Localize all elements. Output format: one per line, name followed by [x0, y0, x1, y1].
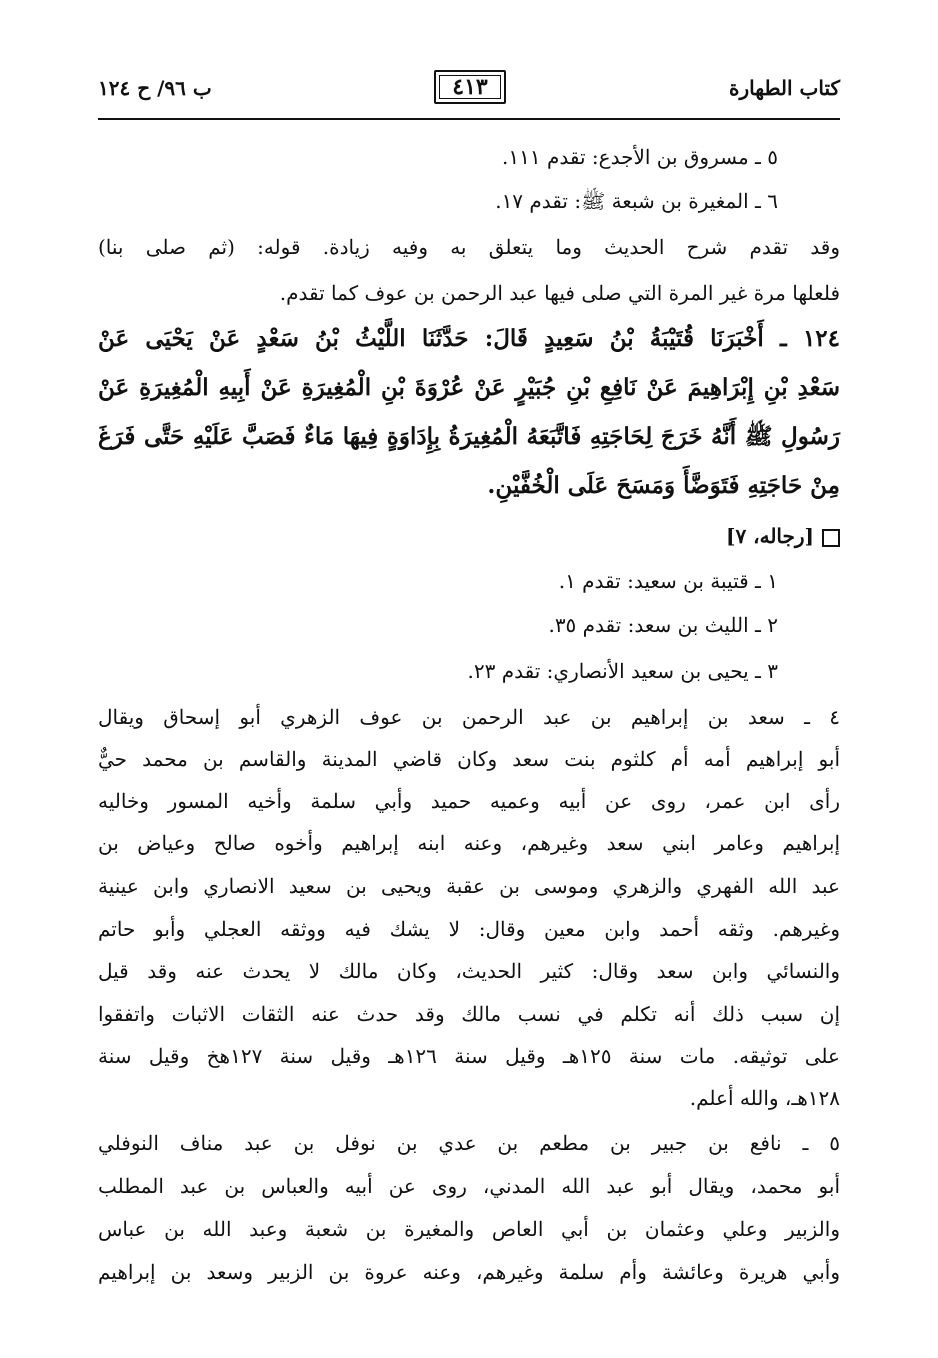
narrator-4-line: على توثيقه. مات سنة ١٢٥هـ وقيل سنة ١٢٦هـ وقيل سنة ١٢٧هخ وقيل سنة — [98, 1044, 840, 1068]
narrator-5-line: والزبير وعلي وعثمان بن أبي العاص والمغيرة بن شعبة وعبد الله بن عباس — [98, 1217, 840, 1241]
narrator-4-line: إن سبب ذلك أنه تكلم في نسب مالك وقد حدث عنه الثقات الاثبات واتفقوا — [98, 1002, 841, 1026]
narrator-4-line: ١٢٨هـ، والله أعلم. — [689, 1086, 840, 1110]
section-heading — [726, 524, 840, 548]
narrator-4-line: والنسائي وابن سعد وقال: كثير الحديث، وكان مالك لا يحدث عنه وقد قيل — [98, 959, 840, 983]
narrator-entry: ٣ ـ يحيى بن سعيد الأنصاري: تقدم ٢٣. — [467, 659, 778, 683]
hadith-line: رَسُولِ ﷺ أَنَّهُ خَرَجَ لِحَاجَتِهِ فَاتَّبَعَهُ الْمُغِيرَةُ بِإِدَاوَةٍ فِيهَا مَاءٌ فَصَبَّ عَلَيْهِ حَتَّى فَرَغَ — [98, 423, 840, 450]
narrator-4-line: ٤ ـ سعد بن إبراهيم بن عبد الرحمن بن عوف الزهري أبو إسحاق ويقال — [98, 705, 840, 729]
hadith-line: مِنْ حَاجَتِهِ فَتَوَضَّأَ وَمَسَحَ عَلَى الْخُفَّيْنِ. — [487, 472, 840, 499]
narrator-4-line: عبد الله الفهري والزهري وموسى بن عقبة ويحيى بن سعيد الانصاري وابن عينية — [98, 874, 840, 898]
section-heading-text: [رجاله، ٧] — [725, 524, 814, 548]
hadith-line: ١٢٤ ـ أَخْبَرَنَا قُتَيْبَةُ بْنُ سَعِيدٍ قَالَ: حَدَّثَنَا اللَّيْثُ بْنُ سَعْدٍ عَنْ يَحْيَى عَنْ — [98, 325, 840, 352]
intro-line: ٦ ـ المغيرة بن شبعة ﷺ: تقدم ١٧. — [495, 189, 778, 213]
narrator-5-line: ٥ ـ نافع بن جبير بن مطعم بن عدي بن نوفل بن عبد مناف النوفلي — [98, 1131, 840, 1155]
square-bullet-icon — [822, 529, 840, 547]
narrator-4-line: وغيرهم. وثقه أحمد وابن معين وقال: لا يشك فيه ووثقه العجلي وأبو حاتم — [98, 917, 840, 941]
note-line: فلعلها مرة غير المرة التي صلى فيها عبد الرحمن بن عوف كما تقدم. — [279, 281, 840, 305]
narrator-4-line: أبو إبراهيم أمه أم كلثوم بنت سعد وكان قاضي المدينة والقاسم بن محمد حيٌّ — [98, 747, 840, 771]
narrator-4-line: رأى ابن عمر، روى عن أبيه وعميه حميد وأبي سلمة وأخيه المسور وخاليه — [98, 789, 840, 813]
page-header — [98, 70, 840, 114]
header-rule — [98, 118, 840, 120]
intro-line: ٥ ـ مسروق بن الأجدع: تقدم ١١١. — [502, 145, 778, 169]
book-title: كتاب الطهارة — [729, 76, 840, 100]
narrator-5-line: وأبي هريرة وعائشة وأم سلمة وغيرهم، وعنه عروة بن الزبير وسعد بن إبراهيم — [98, 1260, 840, 1284]
narrator-entry: ١ ـ قتيبة بن سعيد: تقدم ١. — [558, 569, 778, 593]
narrator-5-line: أبو محمد، ويقال أبو عبد الله المدني، روى عن أبيه والعباس بن عبد المطلب — [98, 1174, 840, 1198]
note-line: وقد تقدم شرح الحديث وما يتعلق به وفيه زيادة. قوله: (ثم صلى بنا) — [98, 235, 840, 259]
narrator-entry: ٢ ـ الليث بن سعد: تقدم ٣٥. — [548, 613, 778, 637]
hadith-line: سَعْدِ بْنِ إِبْرَاهِيمَ عَنْ نَافِعِ بْنِ جُبَيْرٍ عَنْ عُرْوَةَ بْنِ الْمُغِيرَةِ عَنْ أَبِيهِ الْمُغِيرَةِ عَنْ — [98, 374, 840, 401]
chapter-reference: ب ٩٦/ ح ١٢٤ — [98, 76, 212, 100]
narrator-4-line: إبراهيم وعامر ابني سعد وغيرهم، وعنه ابنه إبراهيم وأخوه صالح وعياض بن — [98, 831, 840, 855]
page-number: ٤١٣ — [452, 74, 488, 100]
page-number-box — [434, 70, 506, 104]
